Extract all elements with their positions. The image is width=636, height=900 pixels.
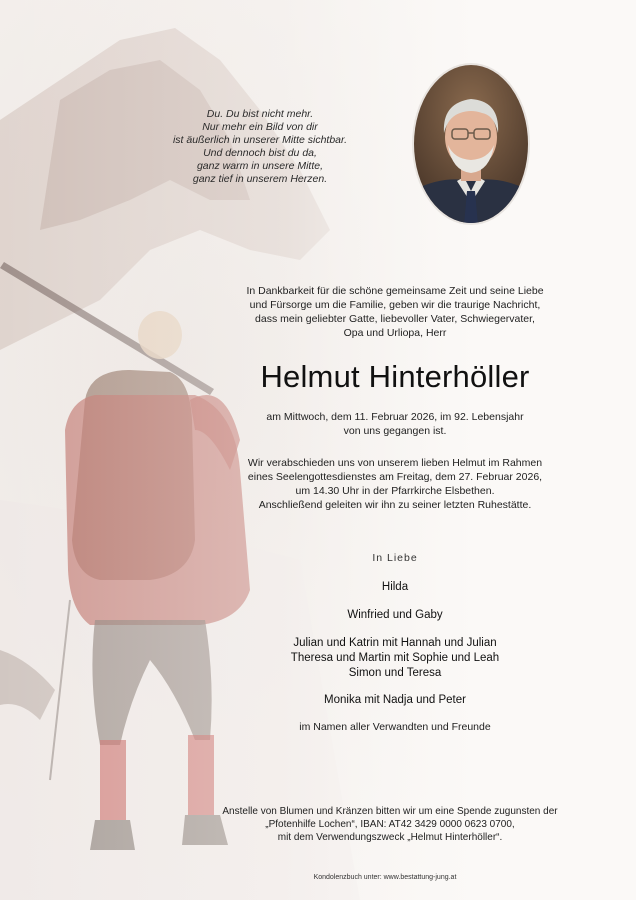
- death-line: am Mittwoch, dem 11. Februar 2026, im 92. Lebensjahr: [266, 411, 524, 423]
- mourner-other: Monika mit Nadja und Peter: [324, 694, 466, 706]
- condolence-book-link[interactable]: Kondolenzbuch unter: www.bestattung-jung.at: [313, 874, 457, 881]
- mourners-heading: In Liebe: [372, 552, 418, 564]
- death-line: von uns gegangen ist.: [343, 425, 447, 437]
- poem-line: Du. Du bist nicht mehr.: [206, 108, 314, 120]
- mourner-grandchildren: [200, 636, 590, 681]
- service-line: eines Seelengottesdienstes am Freitag, dem 27. Februar 2026,: [247, 471, 543, 483]
- poem-line: ganz tief in unserem Herzen.: [192, 173, 328, 185]
- grandchildren-line: Julian und Katrin mit Hannah und Julian: [293, 637, 497, 649]
- poem-line: ist äußerlich in unserer Mitte sichtbar.: [172, 134, 348, 146]
- intro-text: [200, 284, 590, 340]
- mourner-spouse: Hilda: [381, 581, 409, 593]
- poem-line: Und dennoch bist du da,: [203, 147, 317, 159]
- service-line: um 14.30 Uhr in der Pfarrkirche Elsbethen.: [295, 485, 495, 497]
- grandchildren-line: Theresa und Martin mit Sophie und Leah: [290, 652, 500, 664]
- intro-line: und Fürsorge um die Familie, geben wir die traurige Nachricht,: [249, 299, 541, 311]
- poem-line: ganz warm in unsere Mitte,: [196, 160, 324, 172]
- memorial-poem: [150, 108, 370, 186]
- service-line: Wir verabschieden uns von unserem lieben Helmut im Rahmen: [247, 457, 543, 469]
- donation-line: Anstelle von Blumen und Kränzen bitten wir um eine Spende zugunsten der: [222, 806, 558, 817]
- intro-line: In Dankbarkeit für die schöne gemeinsame Zeit und seine Liebe: [246, 285, 544, 297]
- service-details: [200, 456, 590, 512]
- donation-line: mit dem Verwendungszweck „Helmut Hinterhöller“.: [277, 832, 503, 843]
- poem-line: Nur mehr ein Bild von dir: [202, 121, 318, 133]
- portrait-photo: [412, 63, 530, 225]
- service-line: Anschließend geleiten wir ihn zu seiner letzten Ruhestätte.: [258, 499, 532, 511]
- donation-request: [180, 805, 600, 844]
- deceased-name: Helmut Hinterhöller: [260, 359, 530, 394]
- intro-line: Opa und Urliopa, Herr: [343, 327, 447, 339]
- intro-line: dass mein geliebter Gatte, liebevoller Vater, Schwiegervater,: [255, 313, 535, 325]
- death-notice: [200, 410, 590, 438]
- grandchildren-line: Simon und Teresa: [348, 667, 442, 679]
- mourner-children: Winfried und Gaby: [347, 609, 443, 621]
- mourner-relatives: im Namen aller Verwandten und Freunde: [299, 721, 491, 733]
- donation-line: „Pfotenhilfe Lochen“, IBAN: AT42 3429 0000 0623 0700,: [265, 819, 515, 830]
